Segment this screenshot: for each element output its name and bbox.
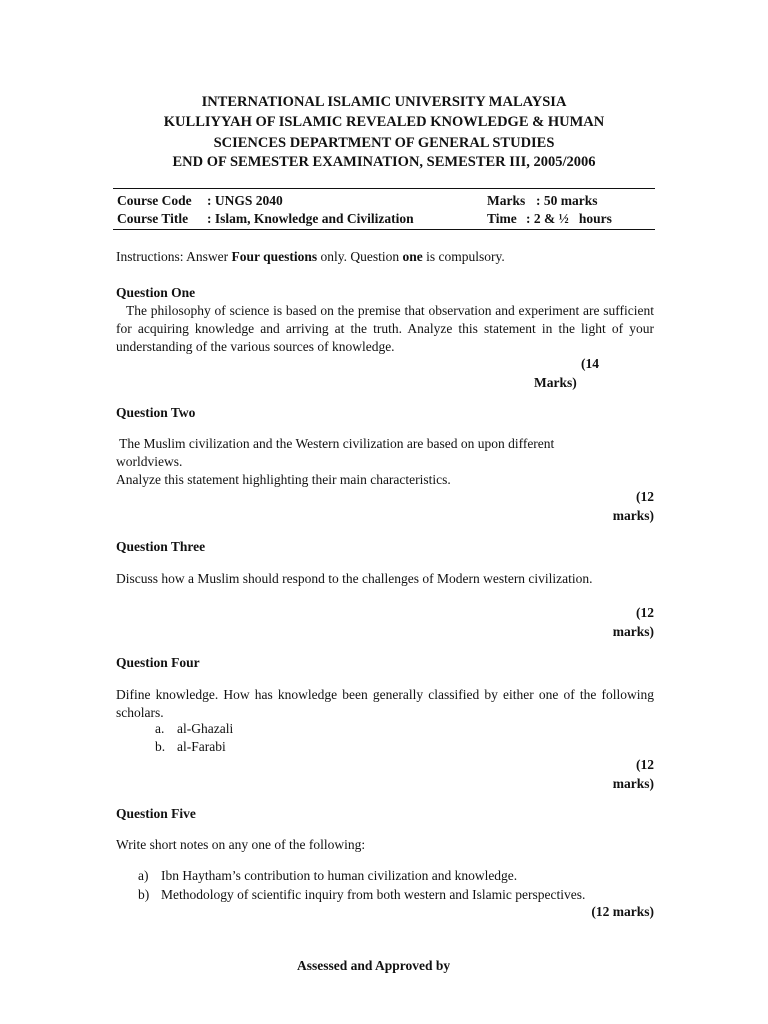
question-one-marks-close: Marks) — [534, 375, 577, 390]
question-four-option-b: al-Farabi — [177, 739, 226, 754]
question-five-heading: Question Five — [116, 806, 196, 821]
question-two-line-3: Analyze this statement highlighting their main characteristics. — [116, 472, 451, 487]
question-two-marks-open: (12 — [636, 489, 654, 504]
question-three-heading: Question Three — [116, 539, 206, 554]
question-two-heading: Question Two — [116, 405, 196, 420]
top-rule — [113, 188, 655, 189]
marks-value: : 50 marks — [536, 193, 598, 208]
instructions-bold-one: one — [402, 249, 423, 264]
question-four-text: Difine knowledge. How has knowledge been generally classified by either one of the following scholars. — [116, 687, 654, 720]
assessed-approved-by: Assessed and Approved by — [297, 958, 451, 973]
course-title-label: Course Title — [117, 211, 189, 226]
question-two-marks-close: marks) — [612, 508, 654, 523]
question-five-marks: (12 marks) — [591, 904, 654, 919]
time-label: Time — [487, 211, 517, 226]
question-five-option-a: Ibn Haytham’s contribution to human civilization and knowledge. — [161, 868, 518, 883]
question-five-intro: Write short notes on any one of the following: — [116, 837, 366, 852]
question-three-text: Discuss how a Muslim should respond to the challenges of Modern western civilization. — [116, 571, 593, 586]
question-one-text: The philosophy of science is based on the premise that observation and experiment are sufficient for acquiring knowledge and arriving at the truth. Analyze this statement in the light of your understanding of the various sources of knowledge. — [116, 303, 654, 354]
exam-title: END OF SEMESTER EXAMINATION, SEMESTER III, 2005/2006 — [172, 154, 596, 170]
question-five-option-a-marker: a) — [138, 868, 149, 883]
instructions-bold-four: Four questions — [231, 249, 318, 264]
question-two-line-2: worldviews. — [116, 454, 183, 469]
time-value: : 2 & ½ hours — [526, 211, 612, 226]
question-three-marks-open: (12 — [636, 605, 654, 620]
instructions-pre: Instructions: Answer — [116, 249, 232, 264]
question-one-marks-open: (14 — [581, 356, 599, 371]
course-title-value: : Islam, Knowledge and Civilization — [207, 211, 414, 226]
question-four-option-a: al-Ghazali — [177, 721, 234, 736]
course-code-label: Course Code — [117, 193, 192, 208]
question-four-option-a-marker: a. — [155, 721, 165, 736]
bottom-rule — [113, 229, 655, 230]
department-line: SCIENCES DEPARTMENT OF GENERAL STUDIES — [213, 135, 555, 151]
university-name: INTERNATIONAL ISLAMIC UNIVERSITY MALAYSIA — [201, 94, 567, 110]
question-four-marks-open: (12 — [636, 757, 654, 772]
question-four-heading: Question Four — [116, 655, 200, 670]
instructions-post: is compulsory. — [422, 249, 505, 264]
marks-label: Marks — [487, 193, 526, 208]
question-five-option-b-marker: b) — [138, 887, 150, 902]
question-one-heading: Question One — [116, 285, 196, 300]
question-four-marks-close: marks) — [612, 776, 654, 791]
instructions — [116, 250, 505, 264]
question-five-option-b: Methodology of scientific inquiry from both western and Islamic perspectives. — [161, 887, 586, 902]
kulliyyah-line: KULLIYYAH OF ISLAMIC REVEALED KNOWLEDGE & HUMAN — [163, 114, 605, 130]
question-two-line-1: The Muslim civilization and the Western civilization are based on upon different — [116, 436, 555, 451]
instructions-mid: only. Question — [317, 249, 403, 264]
question-four-option-b-marker: b. — [155, 739, 166, 754]
question-three-marks-close: marks) — [612, 624, 654, 639]
course-code-value: : UNGS 2040 — [207, 193, 283, 208]
